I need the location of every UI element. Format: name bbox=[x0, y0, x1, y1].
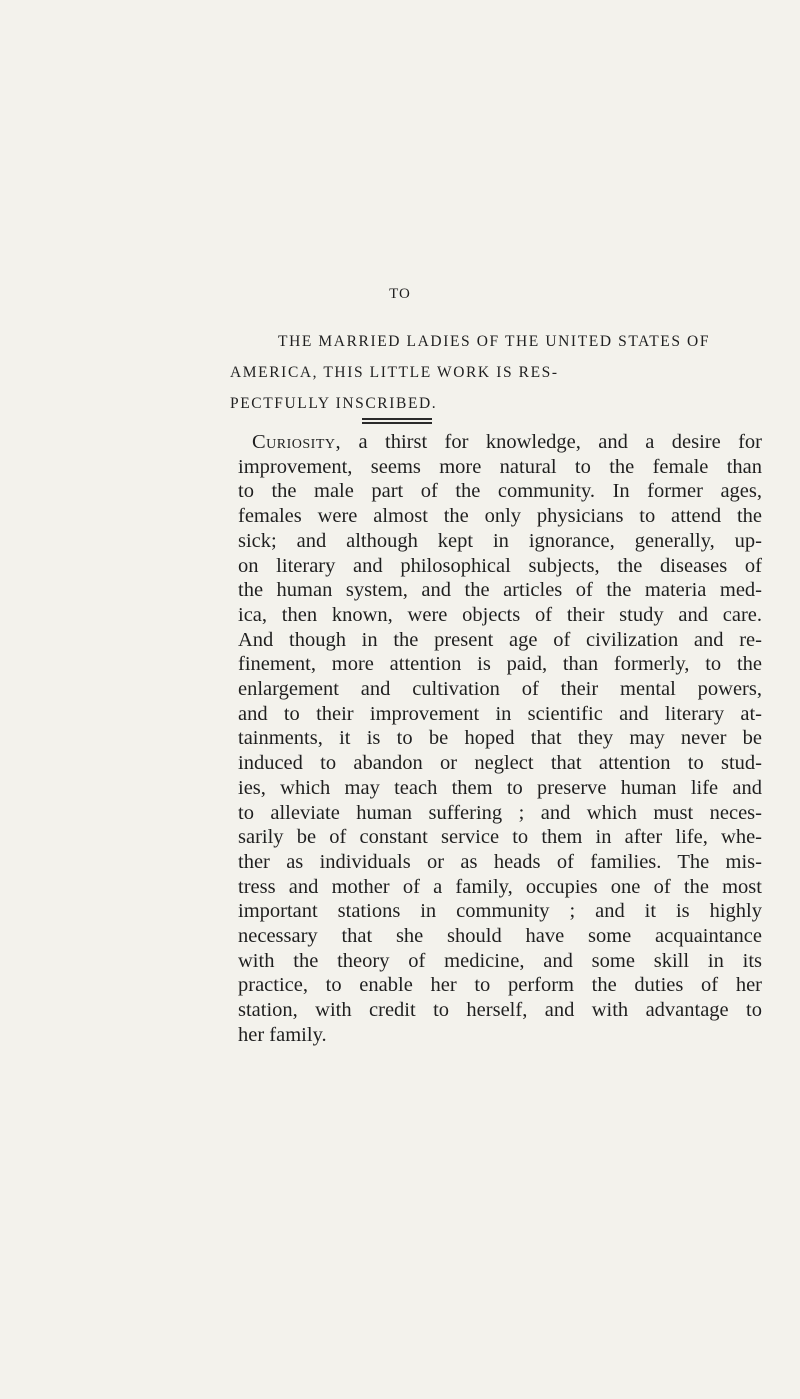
paragraph-line: And though in the present age of civilization and re- bbox=[238, 628, 762, 651]
paragraph-line: ther as individuals or as heads of families. The mis- bbox=[238, 850, 762, 873]
paragraph-line: enlargement and cultivation of their mental powers, bbox=[238, 678, 762, 701]
paragraph-line: Curiosity, a thirst for knowledge, and a desire for bbox=[252, 431, 762, 453]
paragraph-line: to the male part of the community. In former ages, bbox=[238, 480, 762, 503]
paragraph-line: improvement, seems more natural to the female than bbox=[238, 455, 762, 478]
dedication-line-1: THE MARRIED LADIES OF THE UNITED STATES OF bbox=[278, 333, 711, 350]
paragraph-line: to alleviate human suffering ; and which must neces- bbox=[238, 801, 762, 824]
paragraph-line: with the theory of medicine, and some skill in its bbox=[238, 949, 762, 972]
paragraph-line: and to their improvement in scientific and literary at- bbox=[238, 702, 762, 725]
paragraph-line: important stations in community ; and it is highly bbox=[238, 900, 762, 923]
paragraph-line: her family. bbox=[238, 1023, 327, 1046]
dedication-line-2: AMERICA, THIS LITTLE WORK IS RES- bbox=[230, 364, 559, 381]
dedication-line-3: PECTFULLY INSCRIBED. bbox=[230, 395, 438, 412]
paragraph-line: station, with credit to herself, and with advantage to bbox=[238, 999, 762, 1022]
dedication-block bbox=[230, 326, 711, 419]
paragraph-line: sick; and although kept in ignorance, generally, up- bbox=[238, 529, 762, 552]
dedication-to: TO bbox=[389, 286, 411, 302]
preface-paragraph bbox=[238, 430, 762, 1048]
paragraph-line: induced to abandon or neglect that attention to stud- bbox=[238, 752, 762, 775]
paragraph-line: tress and mother of a family, occupies one of the most bbox=[238, 875, 762, 898]
paragraph-line: the human system, and the articles of the materia med- bbox=[238, 579, 762, 602]
ornamental-divider bbox=[362, 418, 432, 426]
opening-word: Curiosity, bbox=[252, 431, 342, 453]
paragraph-line: necessary that she should have some acquaintance bbox=[238, 925, 762, 948]
paragraph-line: tainments, it is to be hoped that they may never be bbox=[238, 727, 762, 750]
paragraph-line: ica, then known, were objects of their study and care. bbox=[238, 603, 762, 626]
paragraph-line: females were almost the only physicians to attend the bbox=[238, 505, 762, 528]
paragraph-line: finement, more attention is paid, than formerly, to the bbox=[238, 653, 762, 676]
paragraph-line: on literary and philosophical subjects, the diseases of bbox=[238, 554, 762, 577]
paragraph-line: ies, which may teach them to preserve human life and bbox=[238, 776, 762, 799]
paragraph-line: practice, to enable her to perform the duties of her bbox=[238, 974, 762, 997]
paragraph-line: sarily be of constant service to them in after life, whe- bbox=[238, 826, 762, 849]
